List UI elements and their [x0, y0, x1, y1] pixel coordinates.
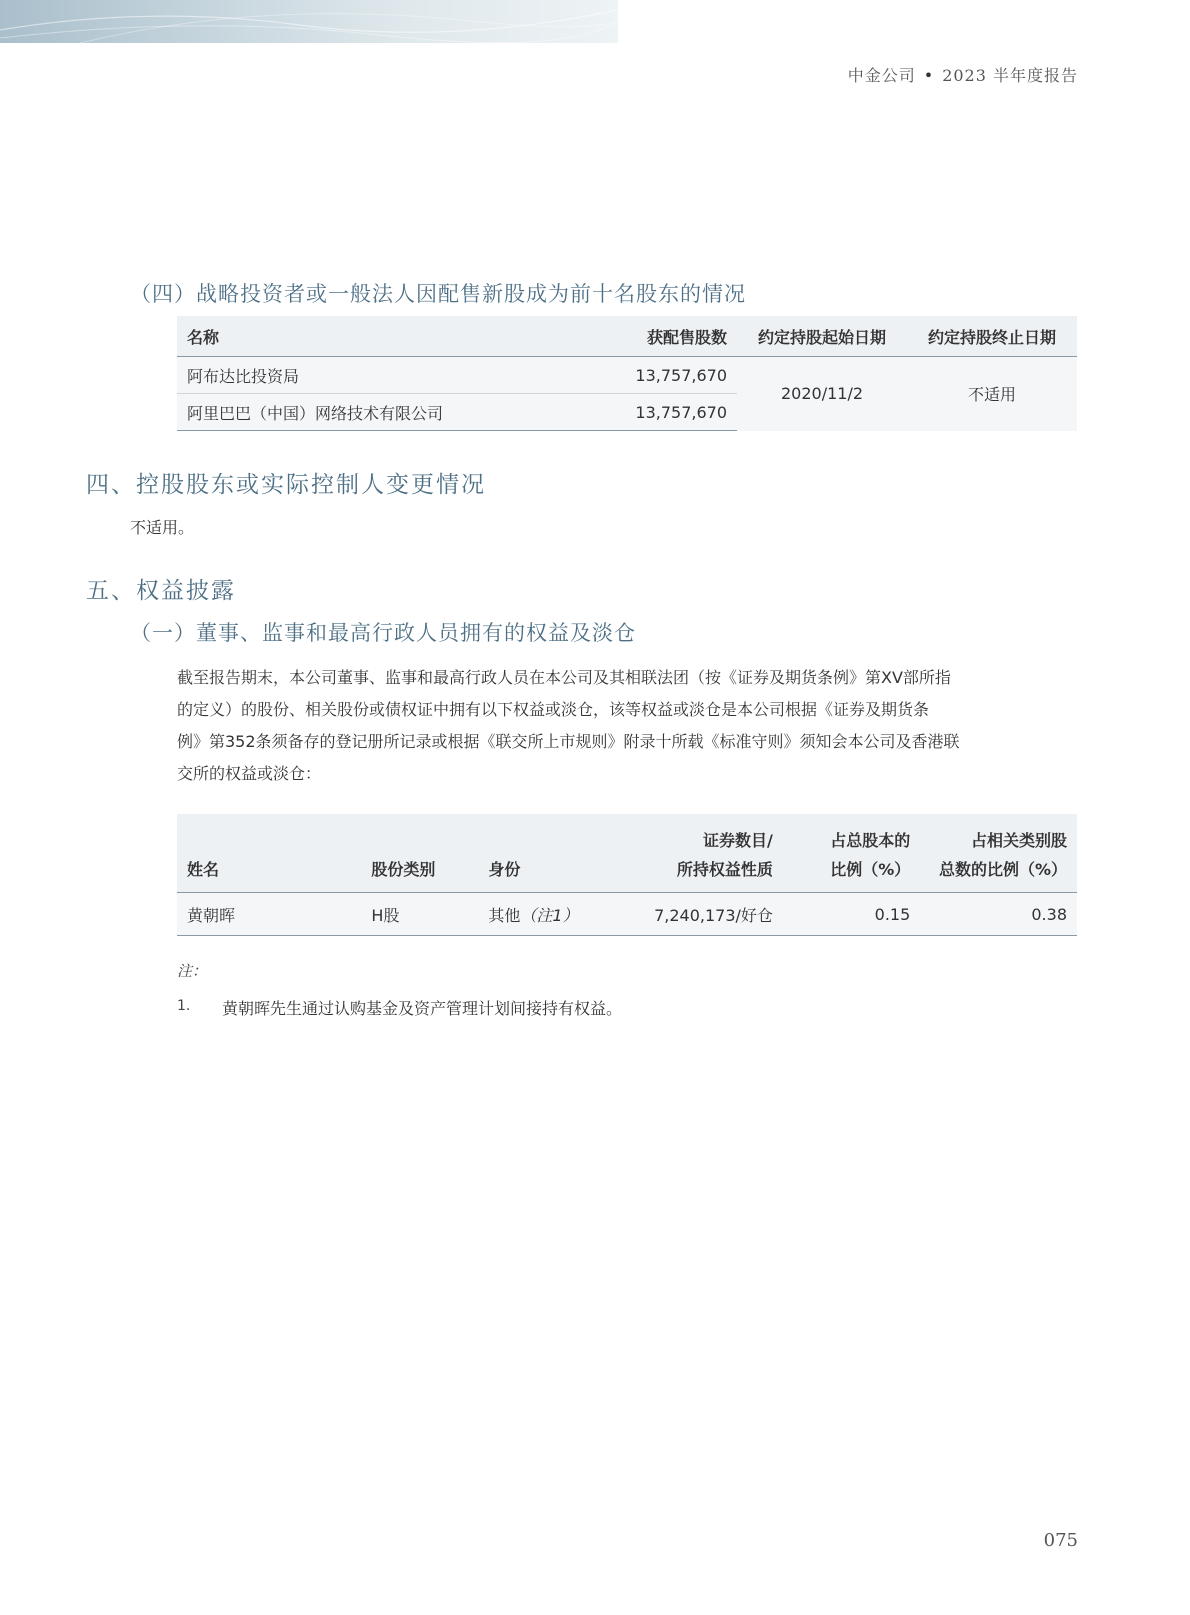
- table-row: [177, 893, 1077, 936]
- header-report: 2023 半年度报告: [942, 66, 1078, 85]
- col-securities-line2: 所持权益性质: [676, 860, 773, 879]
- section-5-heading: 五、权益披露: [86, 578, 236, 604]
- strategic-investors-heading: （四）战略投资者或一般法人因配售新股成为前十名股东的情况: [130, 282, 746, 306]
- header-dot: •: [923, 66, 935, 85]
- col-holder-name: 姓名: [177, 814, 361, 893]
- investor-shares: 13,757,670: [577, 357, 737, 394]
- col-pct-total-line2: 比例（%）: [830, 860, 911, 879]
- col-pct-class-line1: 占相关类别股: [970, 831, 1067, 850]
- section-4-body: 不适用。: [130, 518, 195, 537]
- col-pct-class-line2: 总数的比例（%）: [938, 860, 1067, 879]
- end-date: 不适用: [907, 357, 1077, 431]
- paragraph-line: 的定义）的股份、相关股份或债权证中拥有以下权益或淡仓，该等权益或淡仓是本公司根据《证券及期货条: [177, 700, 930, 719]
- section-5-sub1-heading: （一）董事、监事和最高行政人员拥有的权益及淡仓: [130, 621, 636, 645]
- share-class: H股: [361, 893, 478, 936]
- start-date: 2020/11/2: [737, 357, 907, 431]
- investor-name: 阿布达比投资局: [177, 357, 577, 394]
- header-banner: [0, 0, 618, 43]
- col-end-date: 约定持股终止日期: [907, 316, 1077, 357]
- col-pct-class: [920, 814, 1077, 893]
- note-text: 黄朝晖先生通过认购基金及资产管理计划间接持有权益。: [222, 999, 623, 1018]
- interests-paragraph: [177, 662, 1077, 790]
- col-pct-total: [783, 814, 920, 893]
- investor-shares: 13,757,670: [577, 394, 737, 431]
- col-identity: 身份: [478, 814, 605, 893]
- paragraph-line: 交所的权益或淡仓：: [177, 764, 322, 783]
- col-share-class: 股份类别: [361, 814, 478, 893]
- header-company: 中金公司: [847, 66, 916, 85]
- table-row: [177, 357, 1077, 394]
- col-securities: [606, 814, 783, 893]
- paragraph-line: 例》第352条须备存的登记册所记录或根据《联交所上市规则》附录十所载《标准守则》须知会本公司及香港联: [177, 732, 960, 751]
- col-shares: 获配售股数: [577, 316, 737, 357]
- holder-name: 黄朝晖: [177, 893, 361, 936]
- col-name: 名称: [177, 316, 577, 357]
- identity-note-ref: （注1）: [520, 905, 579, 925]
- paragraph-line: 截至报告期末，本公司董事、监事和最高行政人员在本公司及其相联法团（按《证券及期货条例》第XV部所指: [177, 668, 951, 687]
- securities-value: 7,240,173/好仓: [606, 893, 783, 936]
- note-number: 1.: [177, 998, 191, 1014]
- identity-value: 其他: [488, 905, 521, 925]
- banner-texture: [0, 0, 618, 43]
- director-interests-table: [177, 814, 1077, 936]
- identity: [478, 893, 605, 936]
- section-4-heading: 四、控股股东或实际控制人变更情况: [86, 472, 486, 498]
- strategic-investors-table: [177, 316, 1077, 431]
- col-pct-total-line1: 占总股本的: [830, 831, 911, 850]
- pct-class-value: 0.38: [920, 893, 1077, 936]
- col-start-date: 约定持股起始日期: [737, 316, 907, 357]
- running-header: [848, 63, 1078, 86]
- investor-name: 阿里巴巴（中国）网络技术有限公司: [177, 394, 577, 431]
- note-label: 注：: [177, 962, 208, 980]
- pct-total-value: 0.15: [783, 893, 920, 936]
- col-securities-line1: 证券数目/: [703, 831, 773, 850]
- page-number: 075: [1043, 1530, 1078, 1551]
